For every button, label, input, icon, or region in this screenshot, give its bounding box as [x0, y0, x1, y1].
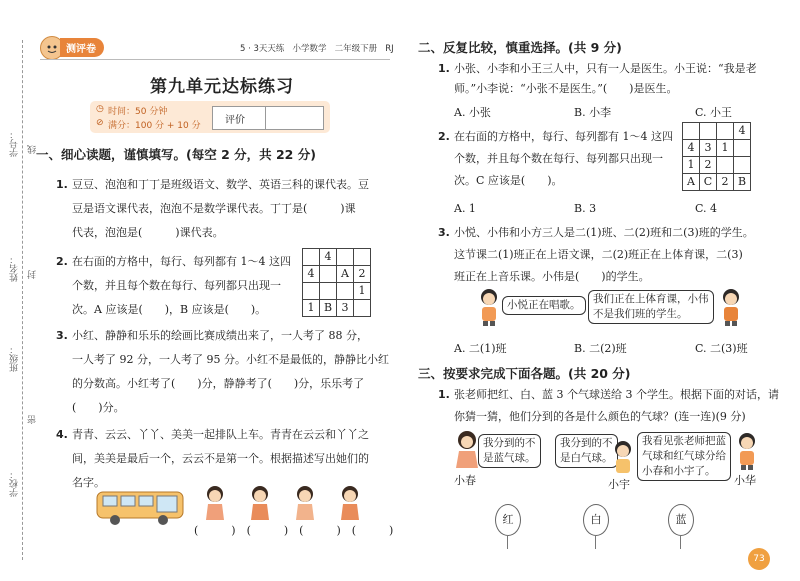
bubble-xiaohua-line1: 我看见张老师把蓝: [642, 435, 726, 447]
q2-line-3: 次。A 应该是( )，B 应该是( )。: [72, 303, 267, 316]
side-class-label: 班级：: [10, 345, 20, 372]
r2-option-b[interactable]: B. 3: [574, 202, 597, 215]
r1-line-2: 师。”小李说：“小张不是医生。”( )是医生。: [454, 82, 678, 95]
balloon-white[interactable]: 白: [583, 504, 609, 536]
balloon-white-string: [595, 535, 596, 549]
q1-line-2: 豆是语文课代表，泡泡不是数学课代表。丁丁是( )课: [72, 202, 356, 215]
score-label: 满分：100 分 + 10 分: [108, 121, 201, 131]
section-2-title: 二、反复比较，慎重选择。(共 9 分): [418, 40, 622, 55]
bubble-xiaoyu-line1: 我分到的不: [560, 437, 613, 449]
r3-line-1: 小悦、小伟和小方三人是二(1)班、二(2)班和二(3)班的学生。: [454, 226, 754, 239]
r3-option-c[interactable]: C. 二(3)班: [695, 342, 748, 355]
bubble-xiaochun: [478, 434, 541, 468]
r1-line-1: 小张、小李和小王三人中，只有一人是医生。小王说：“我是老: [454, 62, 757, 75]
q3-line-2: 一人考了 92 分，一人考了 95 分。小红不是最低的，静静比小红: [72, 353, 389, 366]
r1-option-c[interactable]: C. 小王: [695, 106, 733, 119]
q2-grid: 4 4 A 2 1 1 B 3: [302, 248, 371, 317]
rating-box: [212, 106, 324, 130]
girls-queue-icon: [200, 484, 380, 524]
q1-line-1: 豆豆、泡泡和丁丁是班级语文、数学、英语三科的课代表。豆: [72, 178, 369, 191]
book-info: 5 · 3天天练 小学数学 二年级下册 RJ: [240, 44, 394, 54]
name-xiaohua: 小华: [734, 474, 756, 487]
r1-option-a[interactable]: A. 小张: [454, 106, 491, 119]
bus-icon: [95, 488, 187, 528]
q2-line-1: 在右面的方格中，每行、每列都有 1～4 这四: [72, 255, 291, 268]
r2-grid: 4 4 3 1 1 2 A C 2 B: [682, 122, 751, 191]
q4-line-1: 青青、云云、丫丫、美美一起排队上车。青青在云云和丫丫之: [72, 428, 369, 441]
page-title: 第九单元达标练习: [150, 77, 294, 97]
q3-number: 3.: [56, 329, 68, 342]
boy-xiaohua-icon: [734, 432, 760, 470]
q4-number: 4.: [56, 428, 68, 441]
bubble-class2-line1: 我们正在上体育课，小伟: [593, 293, 709, 305]
r3-option-b[interactable]: B. 二(2)班: [574, 342, 627, 355]
test-tag: 测评卷: [60, 38, 104, 57]
boy-xiaofang-icon: [476, 288, 502, 326]
rating-divider: [265, 107, 266, 129]
r2-line-2: 个数，并且每个数在每行、每列都只出现一: [454, 152, 663, 165]
balloon-red[interactable]: 红: [495, 504, 521, 536]
name-xiaoyu: 小宇: [608, 478, 630, 491]
r4-line-1: 张老师把红、白、蓝 3 个气球送给 3 个学生。根据下面的对话，请: [454, 388, 779, 401]
r3-number: 3.: [438, 226, 450, 239]
r1-option-b[interactable]: B. 小李: [574, 106, 612, 119]
r2-number: 2.: [438, 130, 450, 143]
boy-xiaoyu-icon: [610, 440, 636, 476]
r4-number: 1.: [438, 388, 450, 401]
r2-option-c[interactable]: C. 4: [695, 202, 718, 215]
score-check-icon: ⊘: [96, 118, 104, 128]
q1-line-3: 代表，泡泡是( )课代表。: [72, 226, 224, 239]
binding-line: [22, 40, 23, 560]
name-xiaochun: 小春: [454, 474, 476, 487]
header-rule: [40, 59, 390, 60]
time-clock-icon: ◷: [96, 104, 104, 114]
r2-line-3: 次。C 应该是( )。: [454, 174, 563, 187]
q4-line-3: 名字。: [72, 476, 105, 489]
bubble-xiaochun-line2: 是蓝气球。: [483, 452, 536, 464]
q3-line-1: 小红、静静和乐乐的绘画比赛成绩出来了，一人考了 88 分，: [72, 329, 368, 342]
r3-line-2: 这节课二(1)班正在上语文课，二(2)班正在上体育课，二(3): [454, 248, 743, 261]
q4-line-2: 间，美美是最后一个，云云不是第一个。根据描述写出她们的: [72, 452, 369, 465]
q2-line-2: 个数，并且每个数在每行、每列都只出现一: [72, 279, 281, 292]
bubble-xiaohua: [637, 432, 731, 481]
side-school-label: 学校：: [10, 470, 20, 497]
boy-class2-icon: [718, 288, 744, 326]
bubble-xiaohua-line2: 气球和红气球分给: [642, 450, 726, 462]
bubble-xiaoyu: [555, 434, 618, 468]
side-mark-feng: 封: [28, 270, 38, 279]
q2-number: 2.: [56, 255, 68, 268]
q3-line-3: 的分数高。小红考了( )分，静静考了( )分，乐乐考了: [72, 377, 365, 390]
bubble-xiaoyu-line2: 是白气球。: [560, 452, 613, 464]
page-number: 73: [748, 548, 770, 570]
side-id-label: 学号：: [10, 130, 20, 157]
balloon-blue-string: [680, 535, 681, 549]
q4-name-blanks[interactable]: ( ) ( ) ( ) ( ): [194, 524, 394, 537]
balloon-red-string: [507, 535, 508, 549]
girl-xiaochun-icon: [453, 430, 481, 472]
r3-option-a[interactable]: A. 二(1)班: [454, 342, 507, 355]
r2-line-1: 在右面的方格中，每行、每列都有 1～4 这四: [454, 130, 673, 143]
side-mark-mi: 密: [28, 415, 38, 424]
bubble-xiaoyue: 小悦正在唱歌。: [502, 296, 586, 315]
rating-label: 评价: [225, 115, 245, 126]
r3-line-3: 班正在上音乐课。小伟是( )的学生。: [454, 270, 650, 283]
r1-number: 1.: [438, 62, 450, 75]
bubble-class2: [588, 290, 714, 324]
section-1-title: 一、细心读题，谨慎填写。(每空 2 分，共 22 分): [36, 147, 316, 162]
bubble-xiaohua-line3: 小春和小宇了。: [642, 465, 716, 477]
side-name-label: 姓名：: [10, 255, 20, 282]
bubble-xiaochun-line1: 我分到的不: [483, 437, 536, 449]
side-mark-xian: 线: [28, 145, 38, 154]
time-label: 时间：50 分钟: [108, 107, 168, 117]
score-box: [90, 101, 330, 133]
q3-line-4: ( )分。: [72, 401, 125, 414]
r4-line-2: 你猜一猜，他们分到的各是什么颜色的气球？(连一连)(9 分): [454, 410, 746, 423]
balloon-blue[interactable]: 蓝: [668, 504, 694, 536]
q1-number: 1.: [56, 178, 68, 191]
bubble-class2-line2: 不是我们班的学生。: [593, 308, 688, 320]
section-3-title: 三、按要求完成下面各题。(共 20 分): [418, 366, 631, 381]
r2-option-a[interactable]: A. 1: [454, 202, 476, 215]
